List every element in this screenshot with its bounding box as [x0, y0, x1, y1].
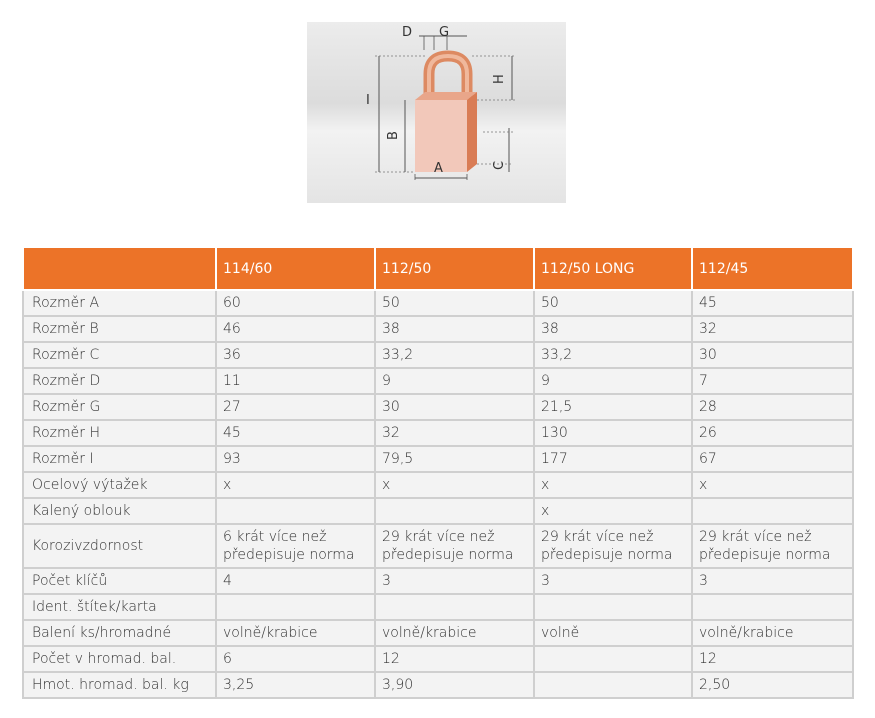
table-row [23, 594, 853, 620]
table-cell: 3,25 [216, 672, 375, 698]
table-cell: 50 [375, 290, 534, 316]
table-cell [692, 498, 853, 524]
padlock-illustration [307, 22, 566, 203]
table-row [23, 368, 853, 394]
row-label: Rozměr A [23, 290, 216, 316]
header-model-112-45: 112/45 [692, 247, 853, 290]
table-cell: x [375, 472, 534, 498]
table-cell [216, 498, 375, 524]
table-row [23, 646, 853, 672]
row-label: Rozměr D [23, 368, 216, 394]
row-label: Rozměr C [23, 342, 216, 368]
row-label: Rozměr G [23, 394, 216, 420]
table-row [23, 316, 853, 342]
table-cell: 30 [375, 394, 534, 420]
table-cell: 12 [692, 646, 853, 672]
table-row [23, 672, 853, 698]
table-cell: 11 [216, 368, 375, 394]
table-cell: 33,2 [375, 342, 534, 368]
label-A: A [434, 161, 443, 176]
table-row [23, 290, 853, 316]
header-model-112-50: 112/50 [375, 247, 534, 290]
table-cell: volně/krabice [216, 620, 375, 646]
label-B: B [386, 131, 401, 140]
table-cell: x [534, 472, 692, 498]
row-label: Korozivzdornost [23, 524, 216, 568]
table-row [23, 342, 853, 368]
table-cell: 6 krát více než předepisuje norma [216, 524, 375, 568]
label-I: I [366, 93, 370, 108]
table-cell: 32 [375, 420, 534, 446]
table-row [23, 568, 853, 594]
table-cell: 38 [375, 316, 534, 342]
row-label: Ocelový výtažek [23, 472, 216, 498]
table-cell [534, 594, 692, 620]
table-cell: 60 [216, 290, 375, 316]
row-label: Kalený oblouk [23, 498, 216, 524]
header-corner [23, 247, 216, 290]
table-cell: volně [534, 620, 692, 646]
table-cell: 3,90 [375, 672, 534, 698]
row-label: Rozměr B [23, 316, 216, 342]
table-row [23, 524, 853, 568]
table-cell: 4 [216, 568, 375, 594]
table-row [23, 446, 853, 472]
row-label: Počet klíčů [23, 568, 216, 594]
label-C: C [492, 160, 507, 170]
table-cell: 33,2 [534, 342, 692, 368]
table-cell: 26 [692, 420, 853, 446]
table-cell: 29 krát více než předepisuje norma [692, 524, 853, 568]
table-cell: 67 [692, 446, 853, 472]
table-cell: 9 [534, 368, 692, 394]
table-cell: 38 [534, 316, 692, 342]
row-label: Rozměr H [23, 420, 216, 446]
table-cell [375, 498, 534, 524]
row-label: Balení ks/hromadné [23, 620, 216, 646]
table-cell: 3 [534, 568, 692, 594]
table-row [23, 394, 853, 420]
table-cell: 79,5 [375, 446, 534, 472]
table-cell: 177 [534, 446, 692, 472]
padlock-spec-table [22, 246, 854, 699]
table-cell: 2,50 [692, 672, 853, 698]
table-cell: 46 [216, 316, 375, 342]
table-cell: 3 [375, 568, 534, 594]
table-cell: 32 [692, 316, 853, 342]
table-cell: 50 [534, 290, 692, 316]
table-cell: 21,5 [534, 394, 692, 420]
table-cell: 3 [692, 568, 853, 594]
table-cell [216, 594, 375, 620]
label-G: G [439, 25, 450, 40]
table-body [23, 290, 853, 698]
row-label: Ident. štítek/karta [23, 594, 216, 620]
table-cell: 28 [692, 394, 853, 420]
table-cell: 36 [216, 342, 375, 368]
table-row [23, 420, 853, 446]
table-cell [692, 594, 853, 620]
table-cell: 6 [216, 646, 375, 672]
table-cell: x [534, 498, 692, 524]
label-H: H [492, 74, 507, 84]
table-cell: x [692, 472, 853, 498]
table-cell: 29 krát více než předepisuje norma [375, 524, 534, 568]
table-cell: 9 [375, 368, 534, 394]
table-cell: x [216, 472, 375, 498]
table-cell: 130 [534, 420, 692, 446]
header-model-112-50-long: 112/50 LONG [534, 247, 692, 290]
padlock-dimension-diagram [307, 22, 566, 203]
table-row [23, 498, 853, 524]
table-cell: 7 [692, 368, 853, 394]
table-row [23, 472, 853, 498]
row-label: Hmot. hromad. bal. kg [23, 672, 216, 698]
label-D: D [402, 25, 413, 40]
table-cell [534, 672, 692, 698]
table-cell: 27 [216, 394, 375, 420]
table-cell [375, 594, 534, 620]
table-cell: volně/krabice [692, 620, 853, 646]
table-cell [534, 646, 692, 672]
table-cell: 45 [216, 420, 375, 446]
header-model-114-60: 114/60 [216, 247, 375, 290]
table-row [23, 620, 853, 646]
table-cell: 12 [375, 646, 534, 672]
table-cell: volně/krabice [375, 620, 534, 646]
table-cell: 30 [692, 342, 853, 368]
table-header-row [23, 247, 853, 290]
row-label: Počet v hromad. bal. [23, 646, 216, 672]
table-cell: 45 [692, 290, 853, 316]
table-cell: 93 [216, 446, 375, 472]
row-label: Rozměr I [23, 446, 216, 472]
table-cell: 29 krát více než předepisuje norma [534, 524, 692, 568]
